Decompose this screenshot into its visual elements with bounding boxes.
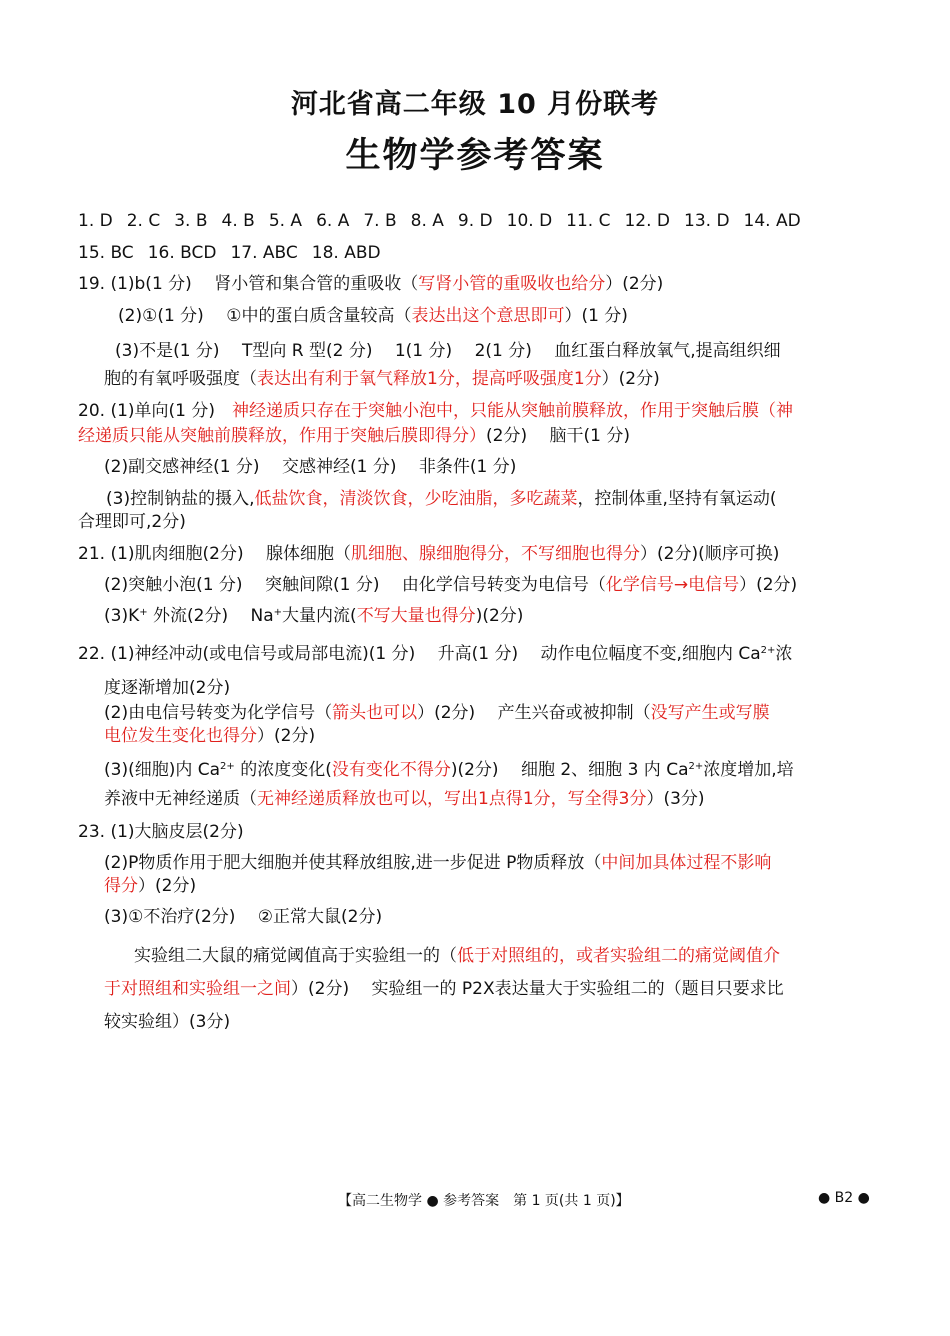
choice-answer: 6. A (316, 211, 350, 231)
choice-answer: 2. C (126, 211, 161, 231)
exam-title: 河北省高二年级 10 月份联考 (290, 89, 660, 120)
q20-line-3: (2)副交感神经(1 分) 交感神经(1 分) 非条件(1 分) (104, 457, 517, 477)
choice-answer: 16. BCD (147, 243, 217, 263)
q22-line-6: 养液中无神经递质（无神经递质释放也可以，写出1点得1分，写全得3分）(3分) (104, 789, 705, 809)
q22-line-2: 度逐渐增加(2分) (104, 678, 231, 698)
choice-answer: 7. B (363, 211, 397, 231)
page-footer: 【高二生物学 ● 参考答案 第 1 页(共 1 页)】 (338, 1193, 630, 1209)
q19-line-4: 胞的有氧呼吸强度（表达出有利于氧气释放1分，提高呼吸强度1分）(2分) (104, 369, 660, 389)
q22-line-5: (3)(细胞)内 $Ca^{2+}$ 的浓度变化(没有变化不得分)(2分) 细胞 2、细胞 3 内 $Ca^{2+}$浓度增加,培 (104, 760, 794, 780)
choice-answer: 11. C (566, 211, 611, 231)
choice-answer: 9. D (457, 211, 493, 231)
choice-answer: 4. B (221, 211, 255, 231)
q20-line-5: 合理即可,2分) (78, 512, 186, 532)
paper-code: ● B2 ● (818, 1190, 870, 1206)
q20-line-4: (3)控制钠盐的摄入,低盐饮食，清淡饮食，少吃油脂，多吃蔬菜，控制体重,坚持有氧运动( (106, 489, 777, 509)
q19-line-2: (2)①(1 分) ①中的蛋白质含量较高（表达出这个意思即可）(1 分) (118, 306, 628, 326)
choice-answer: 14. AD (743, 211, 801, 231)
choice-answer: 3. B (174, 211, 208, 231)
choice-answer: 13. D (684, 211, 730, 231)
choice-answer: 17. ABC (230, 243, 298, 263)
q19-line-1: 19. (1)b(1 分) 肾小管和集合管的重吸收（写肾小管的重吸收也给分）(2分) (78, 274, 664, 294)
q21-line-2: (2)突触小泡(1 分) 突触间隙(1 分) 由化学信号转变为电信号（化学信号→电信号）(2分) (104, 575, 798, 595)
q20-line-1: 20. (1)单向(1 分) 神经递质只存在于突触小泡中，只能从突触前膜释放，作用于突触后膜（神 (78, 401, 794, 421)
q23-line-3: 得分）(2分) (104, 876, 197, 896)
q22-line-1: 22. (1)神经冲动(或电信号或局部电流)(1 分) 升高(1 分) 动作电位幅度不变,细胞内 $Ca^{2+}$浓 (78, 644, 793, 664)
choice-answer: 18. ABD (311, 243, 381, 263)
choice-answer: 1. D (78, 211, 113, 231)
choice-answer: 8. A (410, 211, 444, 231)
choice-answer: 15. BC (78, 243, 134, 263)
q22-line-4: 电位发生变化也得分）(2分) (104, 726, 316, 746)
answer-key-title: 生物学参考答案 (345, 136, 605, 176)
q23-line-7: 较实验组）(3分) (104, 1012, 231, 1032)
q23-line-6: 于对照组和实验组一之间）(2分) 实验组一的 P2X表达量大于实验组二的（题目只要求比 (104, 979, 784, 999)
q23-line-4: (3)①不治疗(2分) ②正常大鼠(2分) (104, 907, 383, 927)
choice-answer: 10. D (506, 211, 553, 231)
choice-answers-row-2 (78, 242, 395, 264)
q21-line-1: 21. (1)肌肉细胞(2分) 腺体细胞（肌细胞、腺细胞得分，不写细胞也得分）(2分)(顺序可换) (78, 544, 780, 564)
q21-line-3: (3)K+ 外流(2分) Na+大量内流(不写大量也得分)(2分) (104, 606, 524, 626)
q23-line-2: (2)P物质作用于肥大细胞并使其释放组胺,进一步促进 P物质释放（中间加具体过程不影响 (104, 853, 772, 873)
choice-answer: 12. D (624, 211, 670, 231)
choice-answer: 5. A (268, 211, 303, 231)
q19-line-3: (3)不是(1 分) T型向 R 型(2 分) 1(1 分) 2(1 分) 血红蛋白释放氧气,提高组织细 (115, 341, 781, 361)
q22-line-3: (2)由电信号转变为化学信号（箭头也可以）(2分) 产生兴奋或被抑制（没写产生或写膜 (104, 703, 770, 723)
choice-answers-row-1 (78, 210, 815, 232)
q20-line-2: 经递质只能从突触前膜释放，作用于突触后膜即得分）(2分) 脑干(1 分) (78, 426, 630, 446)
q23-line-5: 实验组二大鼠的痛觉阈值高于实验组一的（低于对照组的，或者实验组二的痛觉阈值介 (134, 946, 780, 966)
q23-line-1: 23. (1)大脑皮层(2分) (78, 822, 244, 842)
